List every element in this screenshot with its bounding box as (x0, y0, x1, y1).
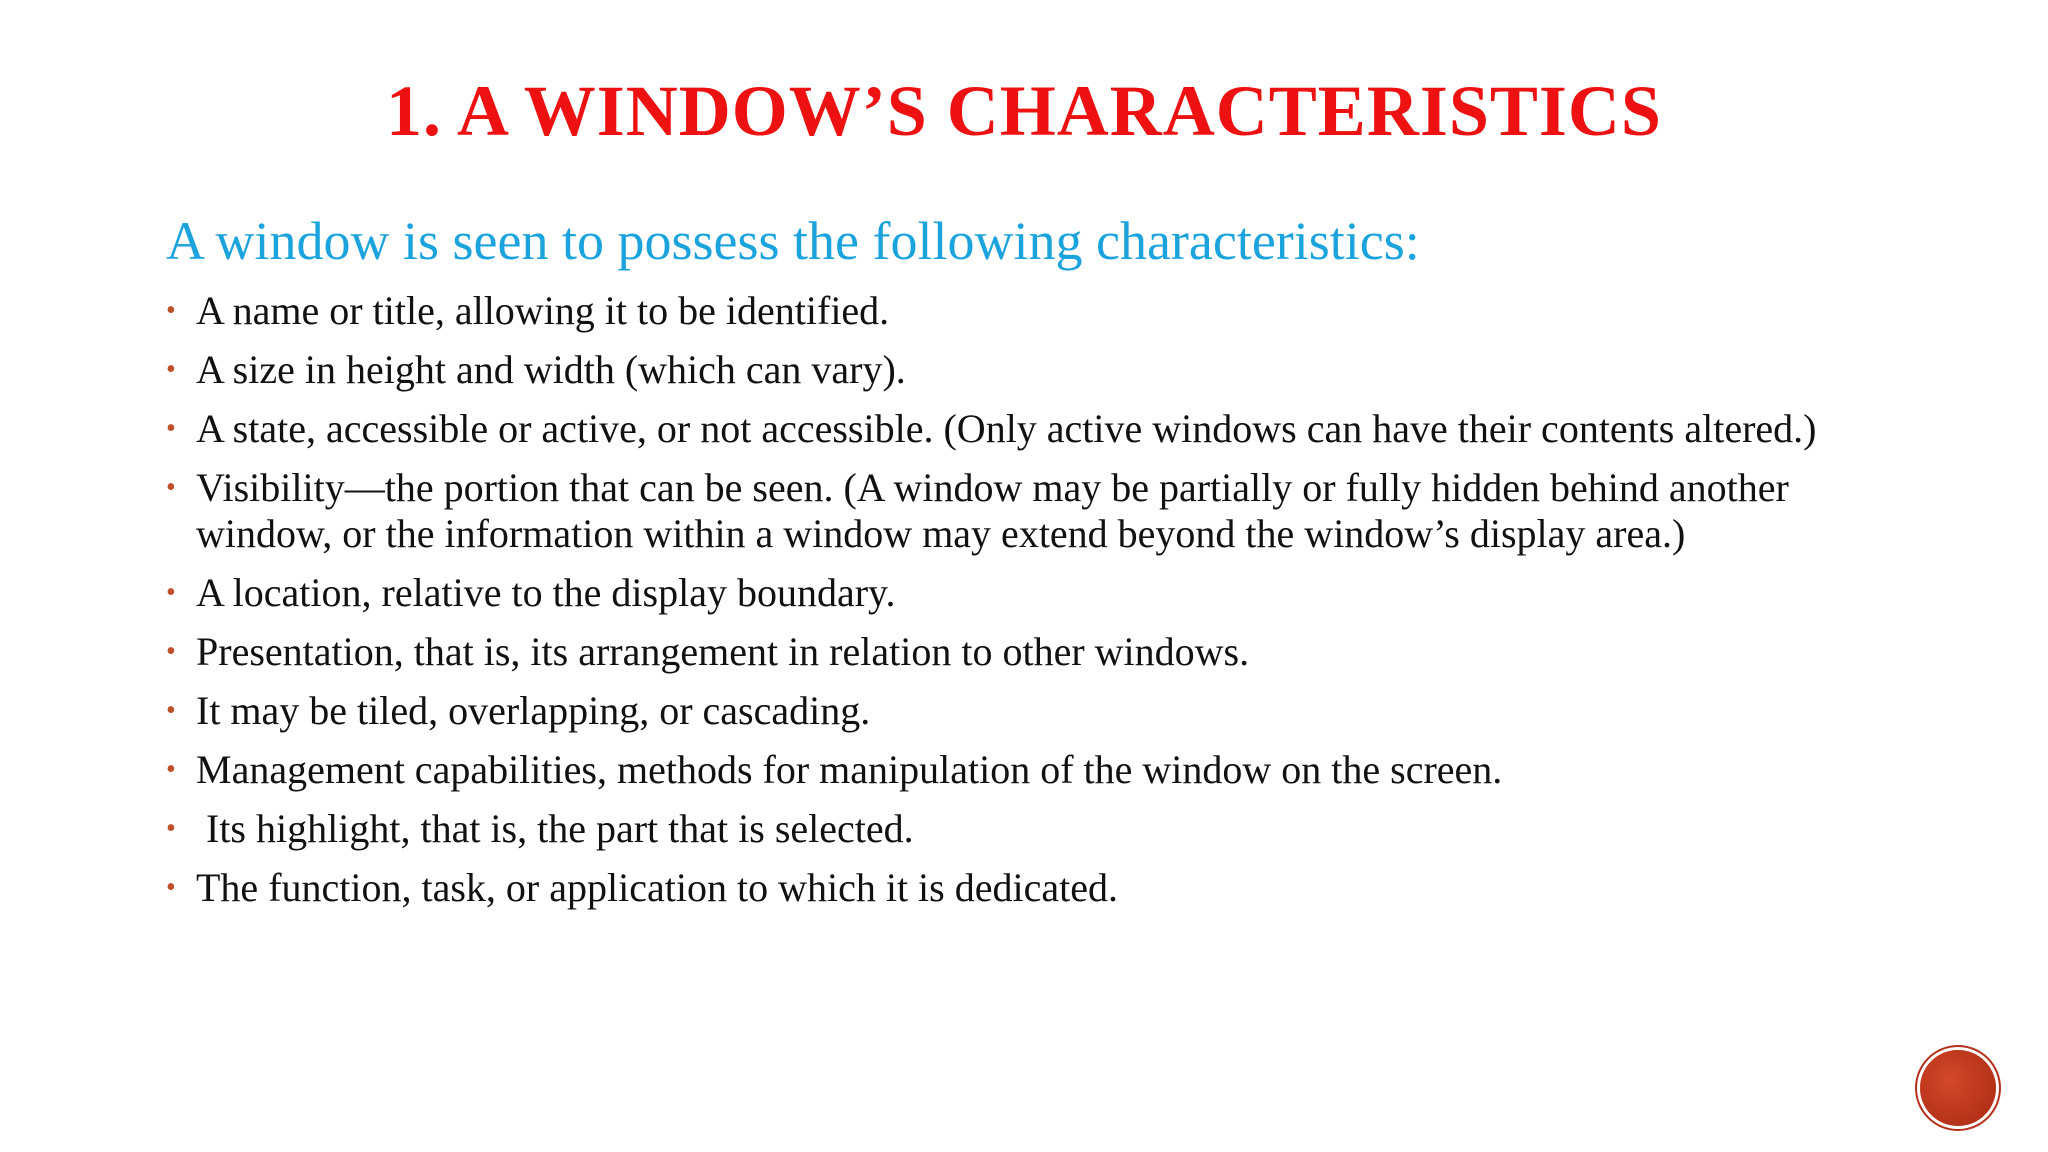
bullet-item (166, 465, 1866, 557)
bullet-icon: • (166, 413, 176, 444)
bullet-text: A location, relative to the display boundary. (196, 570, 896, 615)
bullet-icon: • (166, 636, 176, 667)
bullet-icon: • (166, 813, 176, 844)
bullet-icon: • (166, 295, 176, 326)
bullet-item (166, 747, 1866, 793)
bullet-list (166, 288, 1866, 924)
bullet-item (166, 406, 1866, 452)
bullet-item (166, 629, 1866, 675)
bullet-icon: • (166, 577, 176, 608)
bullet-item (166, 806, 1866, 852)
bullet-text: The function, task, or application to which it is dedicated. (196, 865, 1118, 910)
bullet-text: Its highlight, that is, the part that is selected. (196, 806, 914, 851)
bullet-icon: • (166, 354, 176, 385)
bullet-text: It may be tiled, overlapping, or cascading. (196, 688, 871, 733)
slide-title: 1. A WINDOW’S CHARACTERISTICS (386, 71, 1662, 151)
slide-subtitle: A window is seen to possess the following characteristics: (166, 211, 1420, 271)
bullet-text: A size in height and width (which can vary). (196, 347, 906, 392)
bullet-icon: • (166, 754, 176, 785)
bullet-icon: • (166, 472, 176, 503)
bullet-item (166, 865, 1866, 911)
bullet-item (166, 288, 1866, 334)
bullet-text: Management capabilities, methods for manipulation of the window on the screen. (196, 747, 1503, 792)
bullet-text: A name or title, allowing it to be identified. (196, 288, 890, 333)
bullet-text: Visibility—the portion that can be seen. (A window may be partially or fully hidden behind another window, or the information within a window may extend beyond the window’s display area.) (196, 465, 1789, 556)
bullet-item (166, 688, 1866, 734)
slide-nav-button[interactable] (1920, 1050, 1996, 1126)
bullet-item (166, 347, 1866, 393)
bullet-icon: • (166, 695, 176, 726)
bullet-icon: • (166, 872, 176, 903)
bullet-item (166, 570, 1866, 616)
bullet-text: A state, accessible or active, or not accessible. (Only active windows can have their contents altered.) (196, 406, 1817, 451)
bullet-text: Presentation, that is, its arrangement in relation to other windows. (196, 629, 1250, 674)
